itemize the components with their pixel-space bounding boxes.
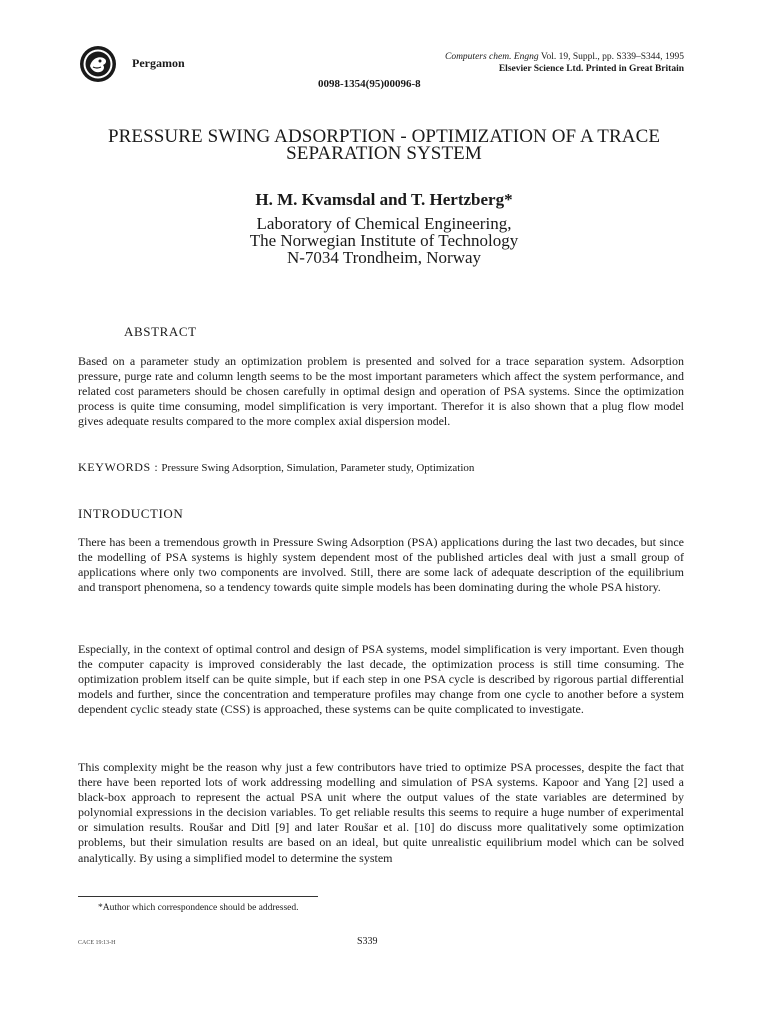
keywords-values: Pressure Swing Adsorption, Simulation, Parameter study, Optimization [161, 462, 475, 474]
abstract-text: Based on a parameter study an optimization problem is presented and solved for a trace separation system. Adsorption pressure, purge rate and column length seems to be the most important parameters which affect the system performance, and related cost parameters should be chosen carefully in optimal design and operation of PSA systems. Since the optimization process is quite time consuming, model simplification is very important. Therefor it is also shown that a plug flow model gives adequate results compared to the more complex axial dispersion model. [78, 354, 684, 429]
publisher-name: Pergamon [132, 56, 185, 70]
footer-code: CACE 19:13-H [78, 940, 116, 946]
page-number: S339 [357, 936, 378, 947]
pergamon-logo-icon [78, 44, 118, 84]
publisher-line: Elsevier Science Ltd. Printed in Great Britain [498, 64, 684, 74]
journal-name: Computers chem. Engng [444, 52, 539, 62]
affiliation-line: N-7034 Trondheim, Norway [286, 248, 482, 267]
paper-title: PRESSURE SWING ADSORPTION - OPTIMIZATION OF A TRACE SEPARATION SYSTEM [107, 126, 661, 164]
journal-volume-pages: Vol. 19, Suppl., pp. S339–S344, 1995 [538, 52, 684, 62]
footnote-divider [78, 896, 318, 897]
footnote: *Author which correspondence should be addressed. [98, 903, 299, 913]
abstract-heading: ABSTRACT [124, 324, 197, 339]
affiliation-line: Laboratory of Chemical Engineering, [256, 214, 512, 233]
paragraph: This complexity might be the reason why just a few contributors have tried to optimize PSA processes, despite the fact that there have been reported lots of work addressing modelling and simulation of PSA systems. Kapoor and Yang [2] used a black-box approach to represent the actual PSA unit where the output values of the state variables are determined by polynomial expressions in the decision variables. To get reliable results this seems to require a huge number of experimental or simulation results. Roušar and Ditl [9] and later Roušar et al. [10] do discuss more qualitatively some optimization problems, but their simulation results are based on an ideal, but quite unrealistic equilibrium model which can be solved analytically. By using a simplified model to determine the system [78, 760, 684, 865]
keywords [78, 460, 474, 475]
keywords-label: KEYWORDS : [78, 460, 159, 474]
paragraph: There has been a tremendous growth in Pressure Swing Adsorption (PSA) applications during the last two decades, but since the modelling of PSA systems is highly system dependent most of the published articles deal with just a small group of applications where only two components are involved. Still, there are some lack of adequate description of the equilibrium and transport phenomena, so a tendency towards quite simple models has been dominating during the whole PSA history. [78, 535, 684, 595]
introduction-heading: INTRODUCTION [78, 506, 184, 521]
document-id: 0098-1354(95)00096-8 [318, 78, 421, 90]
paragraph: Especially, in the context of optimal control and design of PSA systems, model simplification is very important. Even though the computer capacity is improved considerably the last decade, the optimization process is still time consuming. The optimization problem itself can be quite simple, but if each step in one PSA cycle is described by rigorous partial differential models and further, since the concentration and temperature profiles may change from one cycle to another before a system dependent cyclic steady state (CSS) is approached, these systems can be quite complicated to investigate. [78, 642, 684, 717]
journal-citation [445, 52, 684, 62]
affiliation-line: The Norwegian Institute of Technology [249, 231, 519, 250]
authors: H. M. Kvamsdal and T. Hertzberg* [255, 190, 513, 209]
